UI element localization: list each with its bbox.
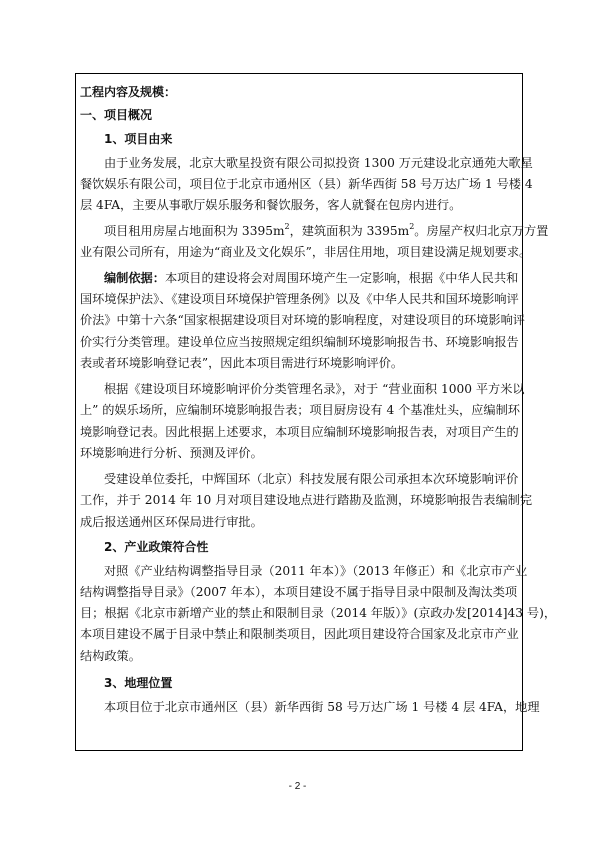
paragraph-line: 环境影响进行分析、预测及评价。 xyxy=(80,446,263,460)
section-title-overview: 一、项目概况 xyxy=(80,108,153,122)
basis-label: 编制依据： xyxy=(104,271,165,285)
paragraph-line: 成后报送通州区环保局进行审批。 xyxy=(80,515,263,529)
paragraph-line-basis: 编制依据：本项目的建设将会对周围环境产生一定影响，根据《中华人民共和 xyxy=(104,271,519,285)
paragraph-line: 餐饮娱乐有限公司，项目位于北京市通州区（县）新华西街 58 号万达广场 1 号楼 4 xyxy=(80,177,533,191)
paragraph-line: 结构调整指导目录》（2007 年本），本项目建设不属于指导目录中限制及淘汰类项 xyxy=(80,585,518,599)
subsection-title-policy: 2、产业政策符合性 xyxy=(104,540,209,554)
paragraph-line: 价法》中第十六条“国家根据建设项目对环境的影响程度，对建设项目的环境影响评 xyxy=(80,313,525,327)
paragraph-line: 上” 的娱乐场所，应编制环境影响报告表；项目厨房设有 4 个基准灶头，应编制环 xyxy=(80,403,520,417)
content-frame xyxy=(75,73,557,751)
subsection-title-origin: 1、项目由来 xyxy=(104,132,173,146)
subsection-title-location: 3、地理位置 xyxy=(104,676,173,690)
paragraph-line: 工作，并于 2014 年 10 月对项目建设地点进行踏勘及监测，环境影响报告表编制完 xyxy=(80,493,533,507)
paragraph-line: 受建设单位委托，中辉国环（北京）科技发展有限公司承担本次环境影响评价 xyxy=(104,472,519,486)
paragraph-line: 境影响登记表。因此根据上述要求，本项目应编制环境影响报告表，对项目产生的 xyxy=(80,425,519,439)
paragraph-line: 根据《建设项目环境影响评价分类管理名录》，对于 “营业面积 1000 平方米以 xyxy=(104,382,525,396)
paragraph-line-area: 项目租用房屋占地面积为 $3395m^2$，建筑面积为 $3395m^2$。房屋产权归北京万方置 xyxy=(104,222,549,238)
paragraph-line: 结构政策。 xyxy=(80,649,141,663)
paragraph-line: 价实行分类管理。建设单位应当按照规定组织编制环境影响报告书、环境影响报告 xyxy=(80,335,519,349)
heading-main: 工程内容及规模： xyxy=(80,85,177,99)
paragraph-line: 本项目建设不属于目录中禁止和限制类项目，因此项目建设符合国家及北京市产业 xyxy=(80,627,519,641)
paragraph-line: 对照《产业结构调整指导目录（2011 年本）》（2013 年修正）和《北京市产业 xyxy=(104,564,528,578)
paragraph-line: 本项目位于北京市通州区（县）新华西街 58 号万达广场 1 号楼 4 层 4FA，地理 xyxy=(104,700,540,714)
paragraph-line: 表或者环境影响登记表”，因此本项目需进行环境影响评价。 xyxy=(80,356,404,370)
paragraph-line: 由于业务发展，北京大歌星投资有限公司拟投资 1300 万元建设北京通苑大歌星 xyxy=(104,156,533,170)
paragraph-line: 业有限公司所有，用途为“商业及文化娱乐”，非居住用地，项目建设满足规划要求。 xyxy=(80,245,532,259)
paragraph-line: 国环境保护法》、《建设项目环境保护管理条例》以及《中华人民共和国环境影响评 xyxy=(80,292,519,306)
paragraph-line: 层 4FA，主要从事歌厅娱乐服务和餐饮服务，客人就餐在包房内进行。 xyxy=(80,198,462,212)
page-number: - 2 - xyxy=(288,781,307,792)
paragraph-line: 目；根据《北京市新增产业的禁止和限制目录（2014 年版）》(京政办发[2014]43 号)， xyxy=(80,606,557,620)
